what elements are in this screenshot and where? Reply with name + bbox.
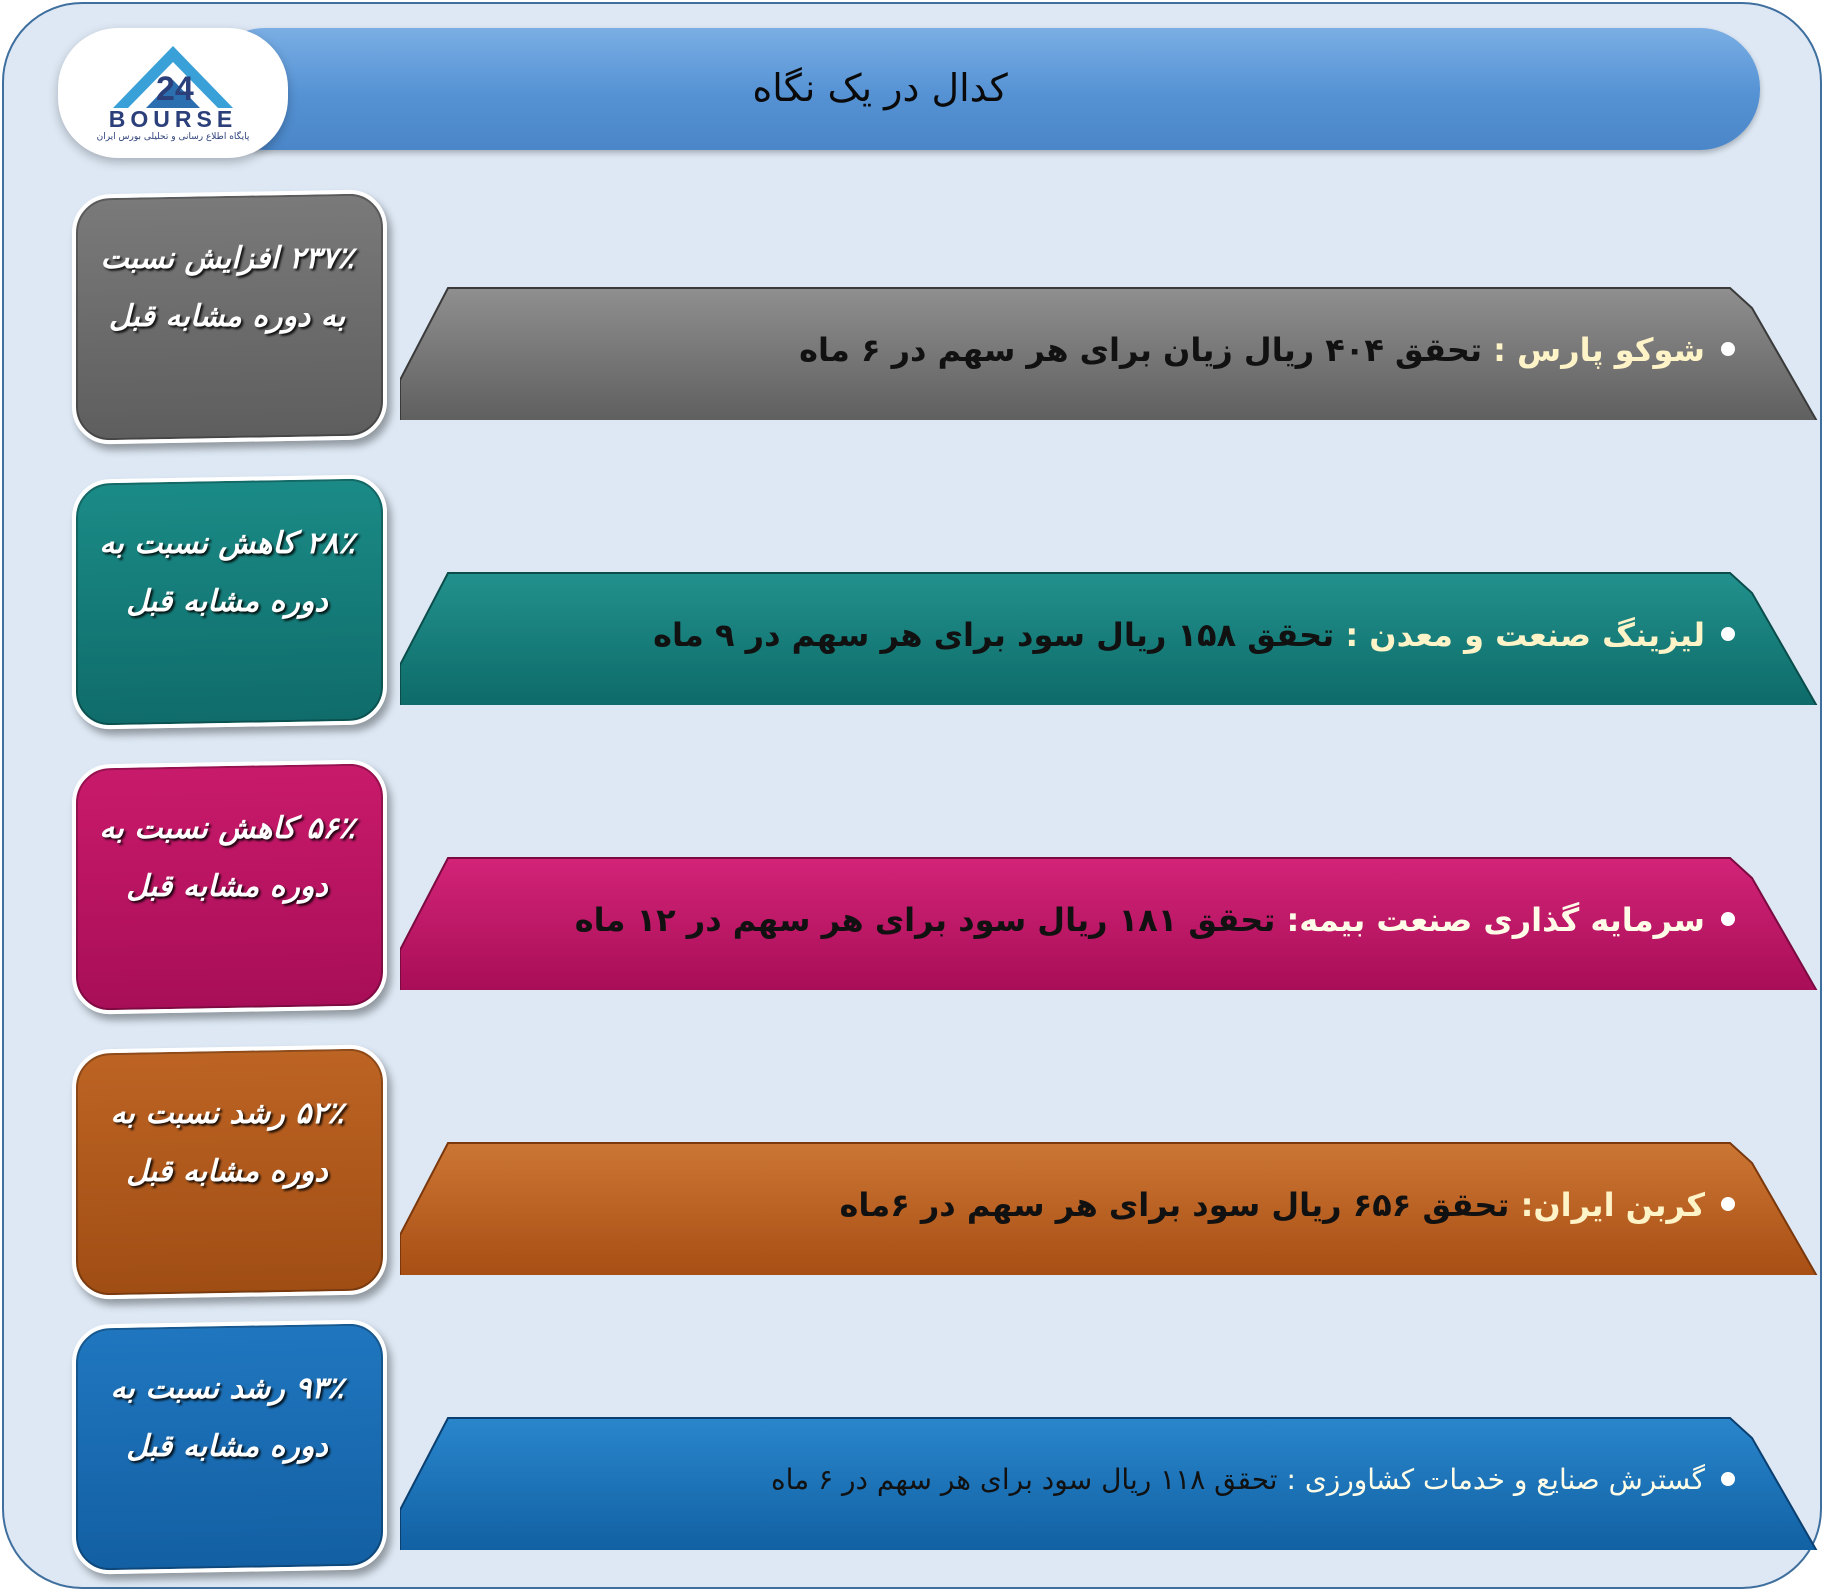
- badge-line-1: ۵۶٪ کاهش نسبت به: [99, 811, 355, 846]
- earnings-detail: تحقق ۱۸۱ ریال سود برای هر سهم در ۱۲ ماه: [574, 901, 1276, 939]
- bullet-icon: [1721, 1472, 1735, 1486]
- company-name: لیزینگ صنعت و معدن :: [1345, 616, 1705, 654]
- bullet-icon: [1721, 1197, 1735, 1211]
- info-banner: [400, 515, 1825, 705]
- row-text: [505, 1175, 1705, 1235]
- badge-text: [82, 1085, 372, 1235]
- row-text: [505, 1450, 1705, 1510]
- badge-text: [82, 1360, 372, 1510]
- earnings-detail: تحقق ۱۵۸ ریال سود برای هر سهم در ۹ ماه: [653, 616, 1335, 654]
- company-name: کربن ایران:: [1520, 1186, 1705, 1224]
- badge-line-2: دوره مشابه قبل: [126, 584, 328, 619]
- info-banner: [400, 800, 1825, 990]
- badge-text: [82, 800, 372, 950]
- badge-line-2: دوره مشابه قبل: [126, 869, 328, 904]
- bullet-icon: [1721, 342, 1735, 356]
- info-banner: [400, 1085, 1825, 1275]
- badge-line-2: دوره مشابه قبل: [126, 1429, 328, 1464]
- company-row-gostaresh-keshavarzi: [0, 1300, 1828, 1580]
- badge-text: [82, 515, 372, 665]
- badge-line-1: ۲۳۷٪ افزایش نسبت: [100, 241, 354, 276]
- info-banner: [400, 1360, 1825, 1550]
- badge-line-1: ۲۸٪ کاهش نسبت به: [99, 526, 355, 561]
- company-row-sarmayegozari-bime: [0, 740, 1828, 1020]
- logo-wordmark: BOURSE: [108, 106, 238, 132]
- logo: [58, 28, 288, 158]
- company-row-karbon-iran: [0, 1025, 1828, 1305]
- company-name: گسترش صنایع و خدمات کشاورزی :: [1286, 1463, 1705, 1496]
- bullet-icon: [1721, 627, 1735, 641]
- logo-digits: 24: [156, 70, 194, 108]
- badge-line-1: ۹۳٪ رشد نسبت به: [110, 1371, 344, 1406]
- row-text: [505, 605, 1705, 665]
- earnings-detail: تحقق ۶۵۶ ریال سود برای هر سهم در ۶ماه: [839, 1186, 1510, 1224]
- row-text: [505, 890, 1705, 950]
- company-row-shoko-pars: [0, 170, 1828, 450]
- badge-line-2: به دوره مشابه قبل: [108, 299, 346, 334]
- logo-tagline: پایگاه اطلاع رسانی و تحلیلی بورس ایران: [96, 132, 250, 142]
- badge-text: [82, 230, 372, 380]
- bullet-icon: [1721, 912, 1735, 926]
- company-name: شوکو پارس :: [1493, 331, 1705, 369]
- earnings-detail: تحقق ۱۱۸ ریال سود برای هر سهم در ۶ ماه: [770, 1463, 1278, 1496]
- company-row-leasing-sanat-madan: [0, 455, 1828, 735]
- info-banner: [400, 230, 1825, 420]
- row-text: [505, 320, 1705, 380]
- company-name: سرمایه گذاری صنعت بیمه:: [1286, 901, 1705, 939]
- earnings-detail: تحقق ۴۰۴ ریال زیان برای هر سهم در ۶ ماه: [799, 331, 1482, 369]
- page-title: کدال در یک نگاه: [752, 66, 1008, 110]
- badge-line-1: ۵۲٪ رشد نسبت به: [110, 1096, 344, 1131]
- badge-line-2: دوره مشابه قبل: [126, 1154, 328, 1189]
